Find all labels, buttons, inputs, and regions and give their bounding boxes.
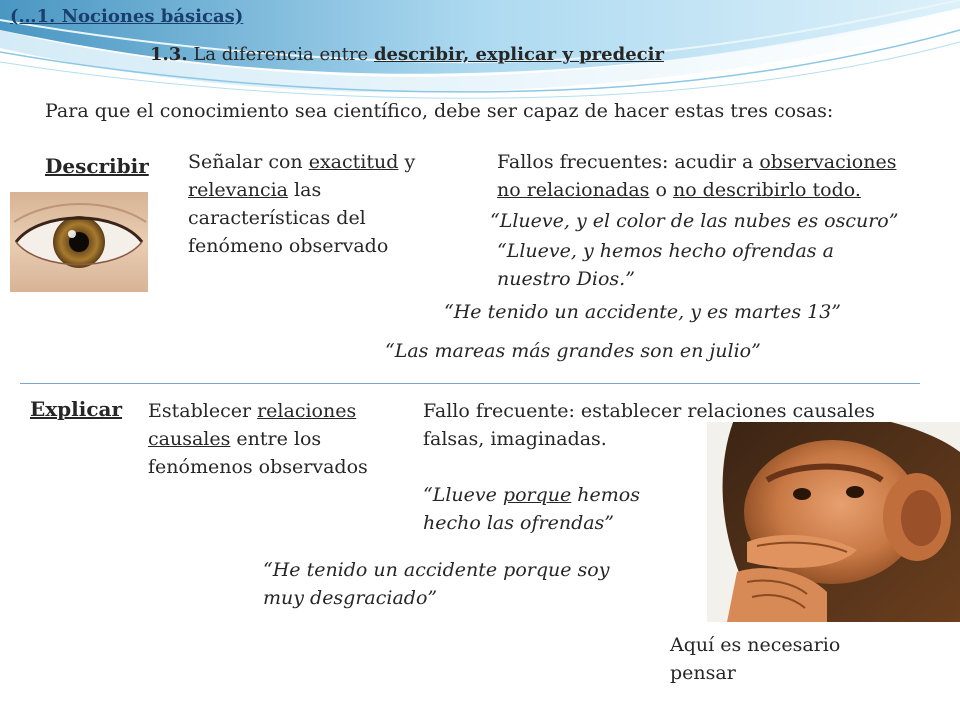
- fallos-text: o: [655, 179, 667, 201]
- intro-text: Para que el conocimiento sea científico, debe ser capaz de hacer estas tres cosas:: [45, 100, 834, 122]
- caption-line: pensar: [670, 662, 736, 684]
- describir-example-1: “Llueve, y el color de las nubes es oscuro”: [490, 210, 899, 232]
- thinking-chimp-photo: [707, 422, 960, 622]
- describir-definition: [188, 148, 438, 260]
- fallo-line: falsas, imaginadas.: [423, 428, 607, 450]
- fallos-text: Fallos frecuentes: acudir a: [497, 151, 754, 173]
- explicar-heading: Explicar: [30, 397, 123, 421]
- describir-example-4: “Las mareas más grandes son en julio”: [385, 340, 761, 362]
- example-text: hecho las ofrendas”: [423, 512, 615, 534]
- explicar-def-text: entre los: [236, 428, 322, 450]
- describir-example-3: “He tenido un accidente, y es martes 13”: [444, 301, 841, 323]
- chimp-icon: [707, 422, 960, 622]
- eye-icon: [10, 192, 148, 292]
- describir-def-text: las: [294, 179, 322, 201]
- explicar-definition: [148, 397, 408, 481]
- explicar-def-text: Establecer: [148, 400, 252, 422]
- describir-fallos: [497, 148, 937, 204]
- describir-def-text: y: [404, 151, 416, 173]
- example-text: “Llueve: [423, 484, 497, 506]
- fallos-observaciones: observaciones: [759, 151, 897, 173]
- section-title: (…1. Nociones básicas): [10, 6, 244, 27]
- describir-heading: Describir: [45, 154, 149, 178]
- explicar-def-relaciones: relaciones: [257, 400, 357, 422]
- example-line: muy desgraciado”: [263, 587, 438, 609]
- subtitle-number: 1.3.: [150, 44, 188, 65]
- section-divider: [20, 383, 920, 384]
- describir-def-text: características del: [188, 207, 366, 229]
- slide-subtitle: [150, 44, 664, 65]
- subtitle-highlight: describir, explicar y predecir: [373, 44, 664, 65]
- explicar-def-text: fenómenos observados: [148, 456, 368, 478]
- describir-example-2: [497, 237, 897, 293]
- describir-def-relevancia: relevancia: [188, 179, 288, 201]
- describir-def-exactitud: exactitud: [308, 151, 399, 173]
- fallos-no-relacionadas: no relacionadas: [497, 179, 650, 201]
- explicar-def-causales: causales: [148, 428, 231, 450]
- example-text: hemos: [577, 484, 640, 506]
- explicar-example-1: [423, 481, 673, 537]
- chimp-caption: [670, 631, 890, 687]
- example-line: “He tenido un accidente porque soy: [263, 559, 610, 581]
- fallo-line: Fallo frecuente: establecer relaciones causales: [423, 400, 875, 422]
- example-line: nuestro Dios.”: [497, 268, 635, 290]
- caption-line: Aquí es necesario: [670, 634, 841, 656]
- describir-def-text: fenómeno observado: [188, 235, 389, 257]
- explicar-example-2: [263, 556, 663, 612]
- example-line: “Llueve, y hemos hecho ofrendas a: [497, 240, 834, 262]
- fallos-no-describirlo: no describirlo todo.: [672, 179, 861, 201]
- eye-photo: [10, 192, 148, 292]
- subtitle-text: La diferencia entre: [193, 44, 369, 65]
- example-porque: porque: [502, 484, 572, 506]
- describir-def-text: Señalar con: [188, 151, 303, 173]
